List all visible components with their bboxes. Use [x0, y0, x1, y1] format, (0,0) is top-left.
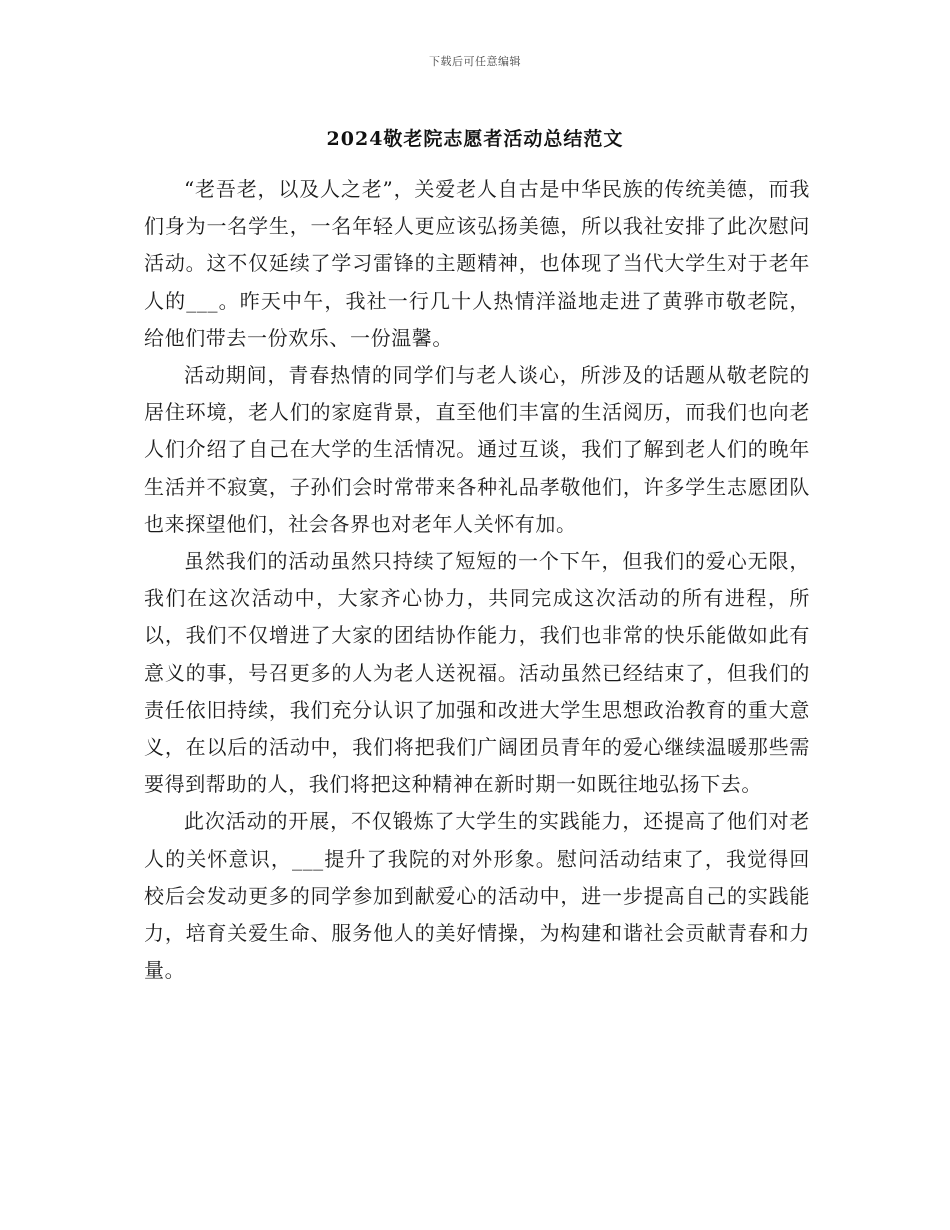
- paragraph-3: 虽然我们的活动虽然只持续了短短的一个下午，但我们的爱心无限，我们在这次活动中，大家齐心协力，共同完成这次活动的所有进程，所以，我们不仅增进了大家的团结协作能力，我们也非常的快乐能做如此有意义的事，号召更多的人为老人送祝福。活动虽然已经结束了，但我们的责任依旧持续，我们充分认识了加强和改进大学生思想政治教育的重大意义，在以后的活动中，我们将把我们广阔团员青年的爱心继续温暖那些需要得到帮助的人，我们将把这种精神在新时期一如既往地弘扬下去。: [144, 549, 810, 797]
- document-body: [144, 171, 810, 989]
- document-title: 2024敬老院志愿者活动总结范文: [326, 128, 624, 150]
- header-note: 下载后可任意编辑: [429, 55, 521, 68]
- paragraph-2: 活动期间，青春热情的同学们与老人谈心，所涉及的话题从敬老院的居住环境，老人们的家庭背景，直至他们丰富的生活阅历，而我们也向老人们介绍了自己在大学的生活情况。通过互谈，我们了解到老人们的晚年生活并不寂寞，子孙们会时常带来各种礼品孝敬他们，许多学生志愿团队也来探望他们，社会各界也对老年人关怀有加。: [144, 363, 810, 536]
- paragraph-4: 此次活动的开展，不仅锻炼了大学生的实践能力，还提高了他们对老人的关怀意识，___提升了我院的对外形象。慰问活动结束了，我觉得回校后会发动更多的同学参加到献爱心的活动中，进一步提高自己的实践能力，培育关爱生命、服务他人的美好情操，为构建和谐社会贡献青春和力量。: [144, 809, 810, 983]
- paragraph-1: “老吾老，以及人之老”，关爱老人自古是中华民族的传统美德，而我们身为一名学生，一名年轻人更应该弘扬美德，所以我社安排了此次慰问活动。这不仅延续了学习雷锋的主题精神，也体现了当代大学生对于老年人的___。昨天中午，我社一行几十人热情洋溢地走进了黄骅市敬老院，给他们带去一份欢乐、一份温馨。: [144, 177, 810, 350]
